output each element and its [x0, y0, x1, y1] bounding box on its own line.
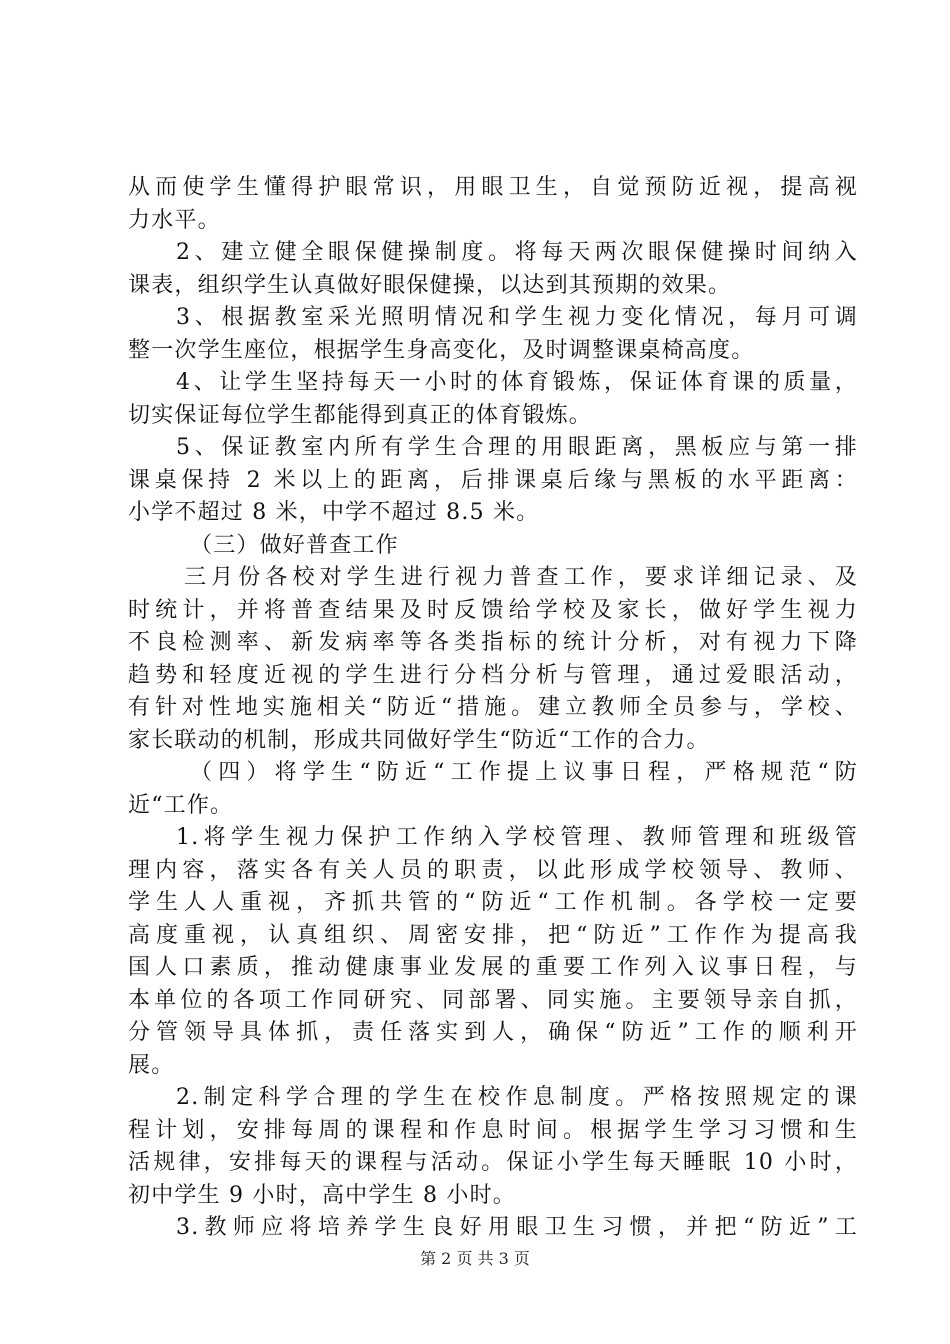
text-line: 1.将学生视力保护工作纳入学校管理、教师管理和班级管 — [176, 825, 858, 850]
text-line: 5、保证教室内所有学生合理的用眼距离，黑板应与第一排 — [176, 435, 858, 460]
text-line: 程计划，安排每周的课程和作息时间。根据学生学习习惯和生 — [128, 1117, 858, 1143]
text-line: 分管领导具体抓，责任落实到人，确保“防近”工作的顺利开 — [128, 1020, 858, 1045]
text-line: 3、根据教室采光照明情况和学生视力变化情况，每月可调 — [176, 305, 858, 330]
text-line: 学生人人重视，齐抓共管的“防近“工作机制。各学校一定要 — [128, 890, 858, 915]
section-heading: （四）将学生“防近“工作提上议事日程，严格规范“防 — [190, 760, 858, 785]
text-line: 从而使学生懂得护眼常识，用眼卫生，自觉预防近视，提高视 — [128, 175, 858, 200]
text-line: 2.制定科学合理的学生在校作息制度。严格按照规定的课 — [176, 1085, 858, 1110]
text-line: 课表，组织学生认真做好眼保健操，以达到其预期的效果。 — [128, 272, 732, 298]
text-line: 展。 — [128, 1052, 175, 1078]
text-line: 高度重视，认真组织、周密安排，把“防近”工作作为提高我 — [128, 922, 858, 948]
text-line: 家长联动的机制，形成共同做好学生“防近“工作的合力。 — [128, 727, 710, 753]
text-line: 初中学生 9 小时，高中学生 8 小时。 — [128, 1182, 516, 1208]
text-line: 本单位的各项工作同研究、同部署、同实施。主要领导亲自抓， — [128, 987, 858, 1013]
text-line: 时统计，并将普查结果及时反馈给学校及家长，做好学生视力 — [128, 597, 858, 623]
text-line: 趋势和轻度近视的学生进行分档分析与管理，通过爱眼活动， — [128, 662, 858, 688]
text-line: 切实保证每位学生都能得到真正的体育锻炼。 — [128, 402, 593, 428]
text-line: 理内容，落实各有关人员的职责，以此形成学校领导、教师、 — [128, 857, 858, 883]
text-line: 整一次学生座位，根据学生身高变化，及时调整课桌椅高度。 — [128, 337, 755, 363]
text-line: 活规律，安排每天的课程与活动。保证小学生每天睡眠 10 小时， — [128, 1150, 858, 1175]
text-line: 小学不超过 8 米，中学不超过 8.5 米。 — [128, 500, 540, 525]
text-line: 三月份各校对学生进行视力普查工作，要求详细记录、及 — [184, 565, 858, 590]
text-line: 力水平。 — [128, 207, 221, 233]
text-line: 不良检测率、新发病率等各类指标的统计分析，对有视力下降 — [128, 630, 858, 655]
text-line: 课桌保持 2 米以上的距离，后排课桌后缘与黑板的水平距离： — [128, 467, 858, 493]
section-heading: （三）做好普查工作 — [190, 532, 399, 558]
section-heading: 近“工作。 — [128, 792, 234, 818]
page-footer: 第 2 页 共 3 页 — [420, 1249, 530, 1268]
text-line: 有针对性地实施相关“防近“措施。建立教师全员参与，学校、 — [128, 695, 858, 720]
document-body — [128, 172, 858, 1245]
text-line: 2、建立健全眼保健操制度。将每天两次眼保健操时间纳入 — [176, 240, 858, 265]
text-line: 4、让学生坚持每天一小时的体育锻炼，保证体育课的质量， — [176, 370, 858, 395]
text-line: 3.教师应将培养学生良好用眼卫生习惯，并把“防近”工 — [176, 1215, 858, 1240]
text-line: 国人口素质，推动健康事业发展的重要工作列入议事日程，与 — [128, 955, 858, 980]
